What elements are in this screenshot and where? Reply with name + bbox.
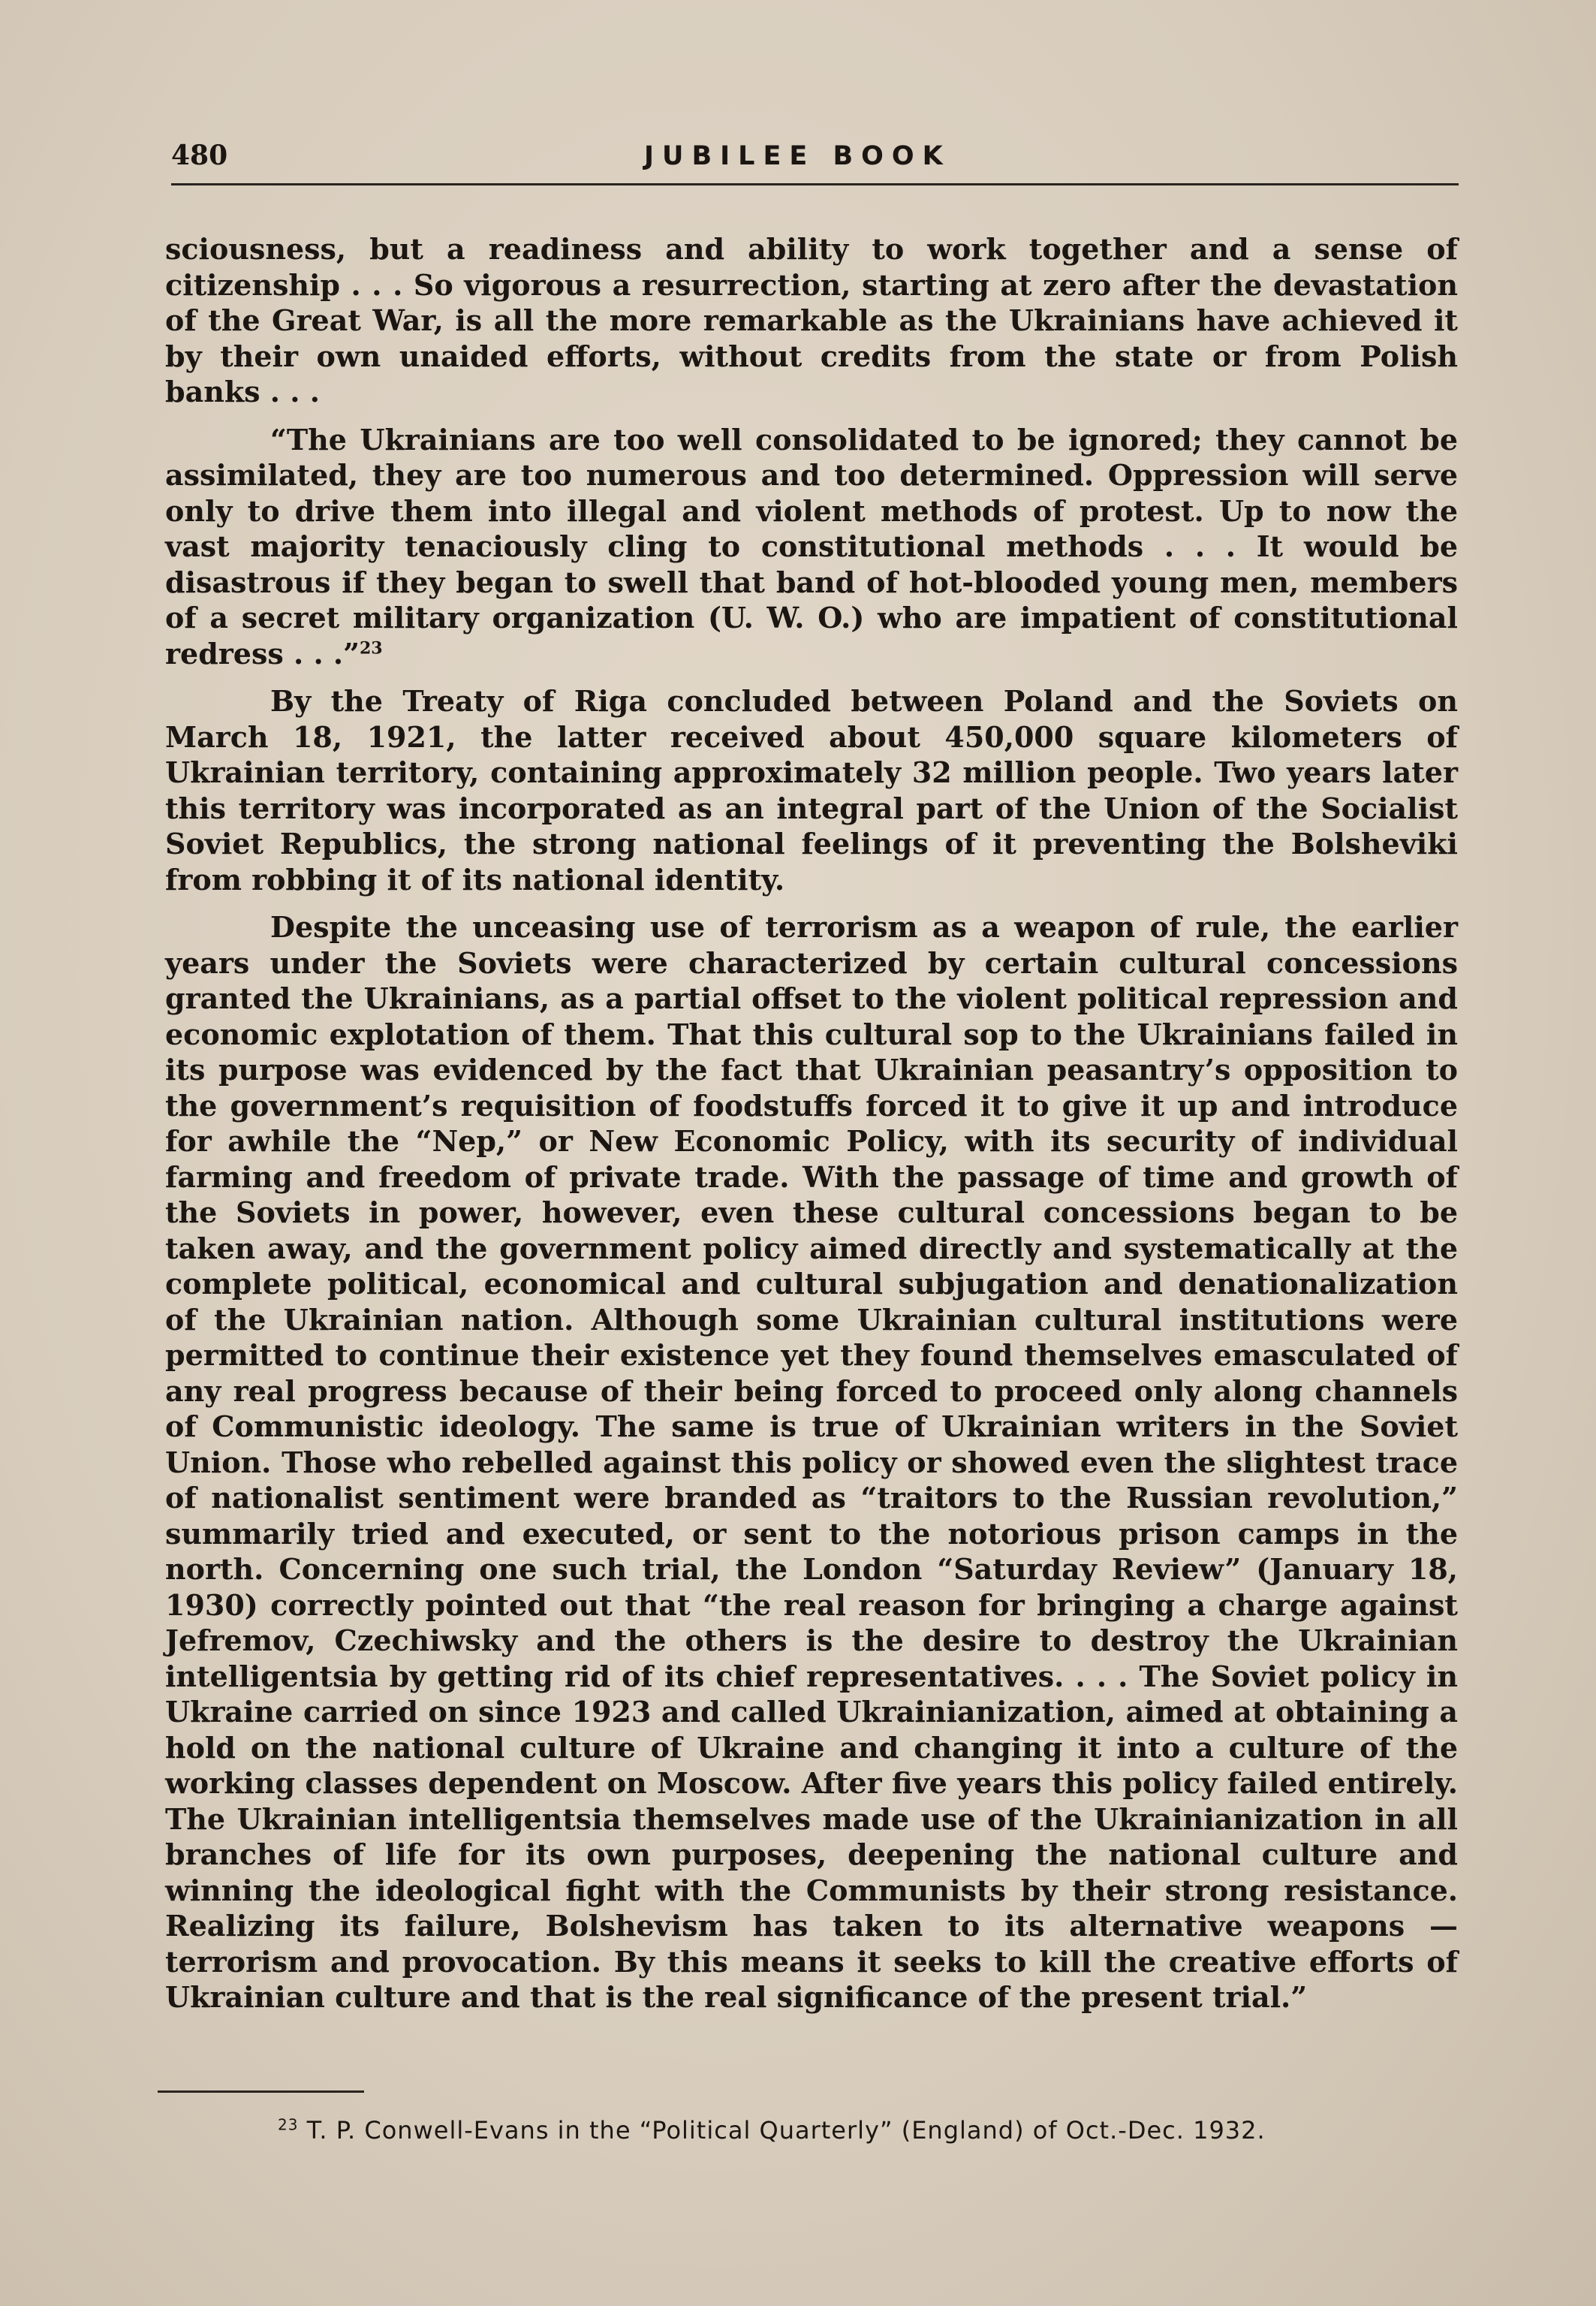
body-text xyxy=(165,231,1458,2027)
footnote xyxy=(278,2116,1266,2145)
footnote-rule xyxy=(158,2090,364,2093)
page-header xyxy=(171,140,1459,182)
paragraph-continued xyxy=(165,231,1458,410)
footnote-reference: 23 xyxy=(360,638,383,658)
paragraph-soviet-policy xyxy=(165,909,1458,2015)
header-rule xyxy=(171,183,1459,185)
footnote-text: T. P. Conwell-Evans in the “Political Quarterly” (England) of Oct.-Dec. 1932. xyxy=(306,2116,1266,2145)
page-number: 480 xyxy=(171,140,228,171)
paragraph-text: “The Ukrainians are too well consolidated to be ignored; they cannot be assimilated, they are too numerous and too determined. Oppression will serve only to drive them into illegal and violent methods of protest. Up to now the vast majority tenaciously cling to constitutional methods . . . It would be disastrous if they began to swell that band of hot-blooded young men, members of a secret military organization (U. W. O.) who are impatient of constitutional redress . . .” xyxy=(165,422,1458,671)
footnote-number: 23 xyxy=(278,2115,299,2134)
paragraph-quote xyxy=(165,422,1458,672)
running-head: JUBILEE BOOK xyxy=(644,141,951,171)
paragraph-text: sciousness, but a readiness and ability to work together and a sense of citizenship . . . So vigorous a resurrection, starting at zero after the devastation of the Great War, is all the more remarkable as the Ukrainians have achieved it by their own unaided efforts, without credits from the state or from Polish banks . . . xyxy=(165,232,1458,408)
paragraph-text: Despite the unceasing use of terrorism as a weapon of rule, the earlier years under the Soviets were characterized by certain cultural concessions granted the Ukrainians, as a partial offset to the violent political repression and economic explotation of them. That this cultural sop to the Ukrainians failed in its purpose was evidenced by the fact that Ukrainian peasantry’s opposition to the government’s requisition of foodstuffs forced it to give it up and introduce for awhile the “Nep,” or New Economic Policy, with its security of individual farming and freedom of private trade. With the passage of time and growth of the Soviets in power, however, even these cultural concessions began to be taken away, and the government policy aimed directly and systematically at the complete political, economical and cultural subjugation and denationalization of the Ukrainian nation. Although some Ukrainian cultural institutions were permitted to continue their existence yet they found themselves emasculated of any real progress because of their being forced to proceed only along channels of Communistic ideology. The same is true of Ukrainian writers in the Soviet Union. Those who rebelled against this policy or showed even the slightest trace of nationalist sentiment were branded as “traitors to the Russian revolution,” summarily tried and executed, or sent to the notorious prison camps in the north. Concerning one such trial, the London “Saturday Review” (January 18, 1930) correctly pointed out that “the real reason for bringing a charge against Jefremov, Czechiwsky and the others is the desire to destroy the Ukrainian intelligentsia by getting rid of its chief representatives. . . . The Soviet policy in Ukraine carried on since 1923 and called Ukrainianization, aimed at obtaining a hold on the national culture of Ukraine and changing it into a culture of the working classes dependent on Moscow. After five years this policy failed entirely. The Ukrainian intelligentsia themselves made use of the Ukrainianization in all branches of life for its own purposes, deepening the national culture and winning the ideological fight with the Communists by their strong resistance. Realizing its failure, Bolshevism has taken to its alternative weapons — terrorism and provocation. By this means it seeks to kill the creative efforts of Ukrainian culture and that is the real significance of the present trial.” xyxy=(165,910,1458,2014)
paragraph-treaty-of-riga xyxy=(165,683,1458,897)
paragraph-text: By the Treaty of Riga concluded between Poland and the Soviets on March 18, 1921, the latter received about 450,000 square kilometers of Ukrainian territory, containing approximately 32 million people. Two years later this territory was incorporated as an integral part of the Union of the Socialist Soviet Republics, the strong national feelings of it preventing the Bolsheviki from robbing it of its national identity. xyxy=(165,684,1458,897)
